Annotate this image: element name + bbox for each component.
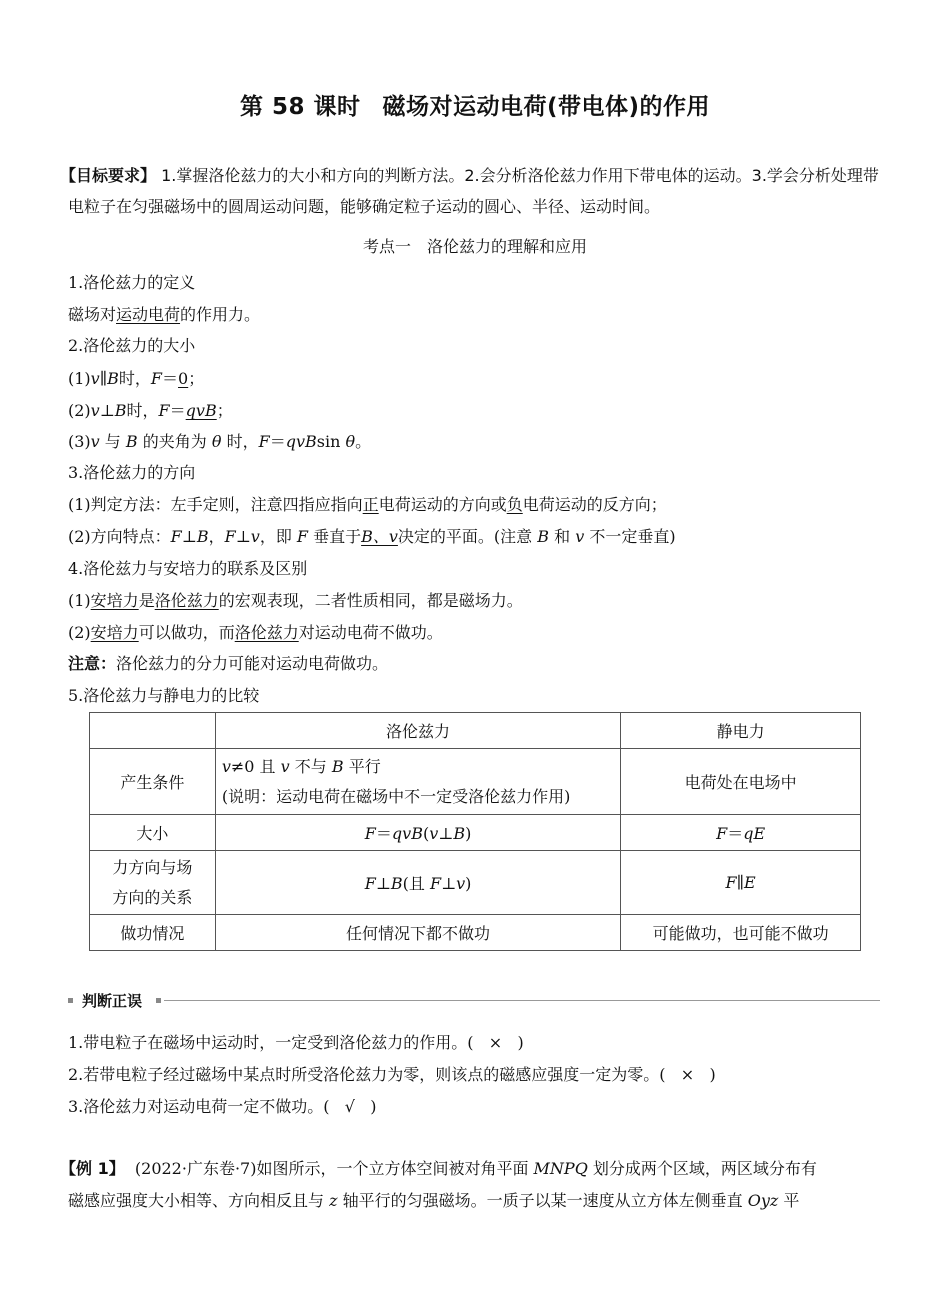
- page-title: 第 58 课时 磁场对运动电荷(带电体)的作用: [239, 94, 711, 120]
- goals-tag: 【目标要求】: [60, 166, 157, 185]
- judge-section-header: 判断正误: [68, 990, 880, 1012]
- section-heading: 考点一 洛伦兹力的理解和应用: [362, 237, 588, 256]
- judge-item-3: 3.洛伦兹力对运动电荷一定不做功。( √ ): [68, 1097, 377, 1116]
- table-row: 力方向与场 方向的关系 F⊥B(且 F⊥v) F∥E: [90, 851, 861, 915]
- magnitude-case-3: (3)v 与 B 的夹角为 θ 时，F＝qvBsin θ。: [68, 432, 372, 451]
- heading-direction: 3.洛伦兹力的方向: [68, 463, 196, 482]
- heading-relation: 4.洛伦兹力与安培力的联系及区别: [68, 559, 308, 578]
- example-line-1: 【例 1】 (2022·广东卷·7)如图所示，一个立方体空间被对角平面 MNPQ 划分成两个区域，两区域分布有: [60, 1159, 817, 1178]
- table-row: [90, 713, 861, 749]
- heading-magnitude: 2.洛伦兹力的大小: [68, 336, 196, 355]
- judge-item-2: 2.若带电粒子经过磁场中某点时所受洛伦兹力为零，则该点的磁感应强度一定为零。( × ): [68, 1065, 716, 1084]
- square-bullet-icon: [68, 998, 73, 1003]
- judge-item-1: 1.带电粒子在磁场中运动时，一定受到洛伦兹力的作用。( × ): [68, 1033, 524, 1052]
- divider: [164, 1000, 880, 1001]
- comparison-table: [89, 712, 861, 951]
- definition-line: 磁场对运动电荷的作用力。: [68, 305, 261, 324]
- header-electric: 静电力: [621, 713, 861, 749]
- header-lorentz: 洛伦兹力: [215, 713, 620, 749]
- learning-goals: [60, 160, 888, 222]
- table-row: 大小 F＝qvB(v⊥B) F＝qE: [90, 815, 861, 851]
- heading-comparison: 5.洛伦兹力与静电力的比较: [68, 686, 260, 705]
- direction-feature: (2)方向特点：F⊥B，F⊥v，即 F 垂直于B、v决定的平面。(注意 B 和 v 不一定垂直): [68, 527, 676, 546]
- example-line-2: 磁感应强度大小相等、方向相反且与 z 轴平行的匀强磁场。一质子以某一速度从立方体左侧垂直 Oyz 平: [68, 1191, 800, 1210]
- heading-definition: 1.洛伦兹力的定义: [68, 273, 196, 292]
- square-bullet-icon: [156, 998, 161, 1003]
- relation-line-1: (1)安培力是洛伦兹力的宏观表现，二者性质相同，都是磁场力。: [68, 591, 523, 610]
- goals-text: 1.掌握洛伦兹力的大小和方向的判断方法。2.会分析洛伦兹力作用下带电体的运动。3.学会分析处理带电粒子在匀强磁场中的圆周运动问题，能够确定粒子运动的圆心、半径、运动时间。: [68, 166, 879, 216]
- note-line: 注意：洛伦兹力的分力可能对运动电荷做功。: [68, 654, 389, 673]
- magnitude-case-2: (2)v⊥B时，F＝qvB；: [68, 401, 233, 420]
- magnitude-case-1: (1)v∥B时，F＝0；: [68, 369, 205, 388]
- relation-line-2: (2)安培力可以做功，而洛伦兹力对运动电荷不做功。: [68, 623, 443, 642]
- direction-method: (1)判定方法：左手定则，注意四指应指向正电荷运动的方向或负电荷运动的反方向；: [68, 495, 667, 514]
- table-row: 做功情况 任何情况下都不做功 可能做功，也可能不做功: [90, 915, 861, 951]
- table-row: 产生条件 v≠0 且 v 不与 B 平行 (说明：运动电荷在磁场中不一定受洛伦兹力作用) 电荷处在电场中: [90, 749, 861, 815]
